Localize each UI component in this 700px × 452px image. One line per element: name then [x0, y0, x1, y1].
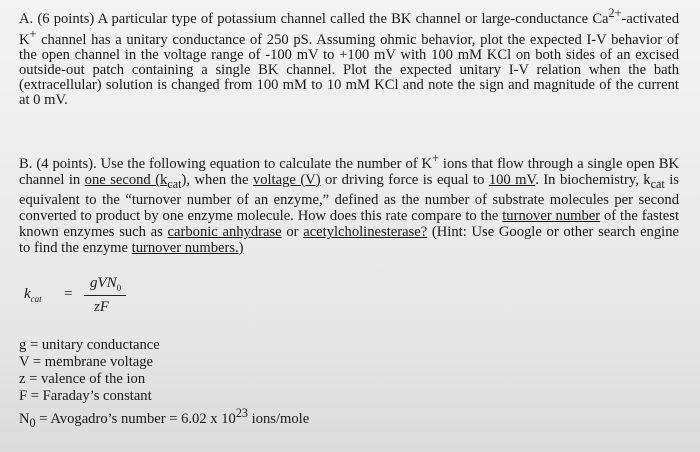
acetylcholinesterase-underlined: acetylcholinesterase? — [303, 223, 428, 240]
one-second-text: one second (k — [84, 171, 168, 188]
avogadro-text: = Avogadro’s number = 6.02 x 10 — [35, 410, 236, 427]
definition-n0 — [19, 405, 309, 432]
definition-f: F = Faraday’s constant — [19, 388, 152, 404]
calcium-charge-superscript: 2+ — [608, 6, 622, 20]
turnover-numbers-underlined: turnover numbers.) — [131, 239, 244, 256]
part-a-text-3: channel has a unitary conductance of 250 pS. Assuming ohmic behavior, plot the expected I-V behavior of the open channel in the voltage range of -100 mV to +100 mV with 100 mM KCl on both sides of an excised outside-out patch containing a single BK channel. Plot the expected unitary I-V relation when the bath (extracellular) solution is changed from 100 mM to 10 mM KCl and note the sign and magnitude of the current at 0 mV. — [19, 31, 679, 108]
equation-denominator: zF — [94, 299, 109, 315]
equals-sign: = — [64, 286, 73, 302]
part-b-text-6: is equivalent to the “turnover number of an enzyme,” defined as the number of substrate molecules per second converted to product by one enzyme molecule. How does this rate compare to the — [19, 171, 679, 224]
variable-definitions — [19, 337, 309, 432]
fraction-bar — [84, 295, 126, 296]
part-b-text-3: , when the — [186, 171, 253, 188]
part-b-text-5: . In biochemistry, k — [535, 171, 651, 188]
equation-numerator — [90, 275, 121, 293]
definition-v: V = membrane voltage — [19, 354, 153, 370]
part-b-text-4: or driving force is equal to — [320, 171, 489, 188]
turnover-number-underlined: turnover number — [502, 207, 601, 224]
part-a-text-2: -activated K — [19, 10, 679, 48]
part-b-text-1: B. (4 points). Use the following equation to calculate the number of K — [19, 155, 433, 172]
numerator-text: gVN — [90, 275, 117, 291]
potassium-charge-superscript: + — [29, 26, 37, 41]
part-b-text-7: of the fastest known enzymes such as — [19, 207, 680, 240]
cat-subscript: cat — [30, 294, 42, 304]
k-symbol: k — [24, 286, 31, 302]
definition-g: g = unitary conductance — [19, 337, 160, 353]
exponent-superscript: 23 — [235, 406, 248, 420]
carbonic-anhydrase-underlined: carbonic anhydrase — [167, 223, 282, 240]
definition-z: z = valence of the ion — [19, 371, 146, 387]
n-subscript: 0 — [29, 415, 36, 430]
potassium-charge-superscript: + — [432, 151, 439, 165]
kcat-subscript: cat — [167, 176, 182, 191]
part-b-text-2: ions that flow through a single open BK channel in — [19, 155, 680, 188]
100mv-underlined: 100 mV — [488, 171, 536, 188]
part-a-text-1: A. (6 points) A particular type of potassium channel called the BK channel or large-conductance Ca — [19, 10, 609, 27]
numerator-subscript: 0 — [116, 283, 122, 293]
one-second-underlined — [84, 171, 187, 191]
part-b-text-9: (Hint: Use Google or other search engine to find the enzyme — [19, 223, 679, 256]
part-b-text-8: or — [281, 223, 304, 240]
kcat-subscript-2: cat — [650, 176, 665, 191]
part-b-question — [19, 150, 679, 256]
units-text: ions/mole — [248, 410, 310, 427]
n-symbol: N — [19, 410, 30, 427]
close-paren: ) — [181, 171, 187, 188]
part-a-question — [19, 6, 679, 108]
voltage-underlined: voltage (V) — [252, 171, 321, 188]
equation-lhs — [24, 286, 64, 304]
